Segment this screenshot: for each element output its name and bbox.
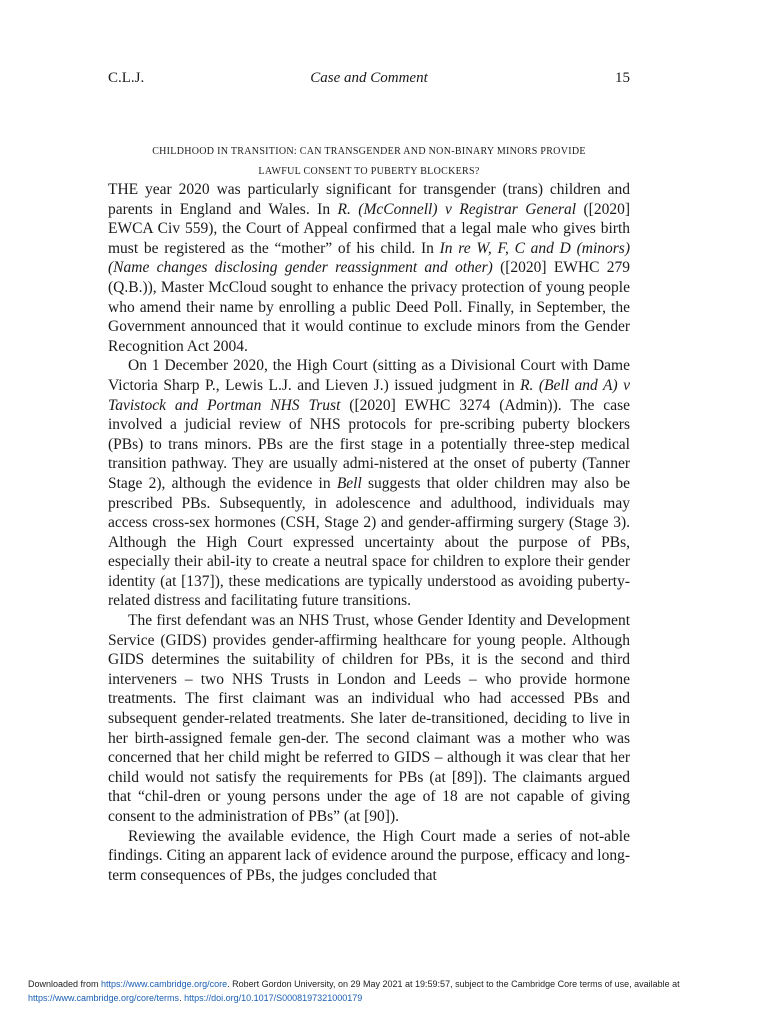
article-title-line-1: CHILDHOOD IN TRANSITION: CAN TRANSGENDER AND NON-BINARY MINORS PROVIDE (152, 146, 586, 157)
text-run: suggests that older children may also be prescribed PBs. Subsequently, in adolescence and adulthood, individuals may access cross-sex hormones (CSH, Stage 2) and gender-affirming surgery (Stage 3). Although the High Court expressed uncertainty about the purpose of PBs, especially their abil-ity to create a neutral space for children to explore their gender identity (at [137]), these medications are typically understood as avoiding puberty-related distress and facilitating future transitions. (108, 474, 630, 610)
article-title-line-2: LAWFUL CONSENT TO PUBERTY BLOCKERS? (258, 166, 480, 177)
cambridge-core-link[interactable]: https://www.cambridge.org/core (101, 979, 228, 989)
footer-text: . (179, 993, 185, 1003)
case-name: R. (McConnell) v Registrar General (337, 200, 577, 218)
paragraph-2 (108, 356, 630, 611)
case-name: R. (Bell and A) v Tavistock and Portman NHS Trust (108, 376, 630, 414)
text-run: ([2020] EWCA Civ 559), the Court of Appeal confirmed that a legal male who gives birth must be registered as the “mother” of his child. In (108, 200, 630, 257)
terms-link[interactable]: https://www.cambridge.org/core/terms (28, 993, 180, 1003)
footer-text: Downloaded from (28, 979, 102, 989)
article-title (108, 142, 630, 182)
text-run: On 1 December 2020, the High Court (sitting as a Divisional Court with Dame Victoria Sharp P., Lewis L.J. and Lieven J.) issued judgment in (108, 357, 630, 394)
text-run: The first defendant was an NHS Trust, whose Gender Identity and Development Service (GIDS) provides gender-affirming healthcare for young people. Although GIDS determines the suitability of children for PBs, it is the second and third interveners – two NHS Trusts in London and Leeds – who provide hormone treatments. The first claimant was an individual who had accessed PBs and subsequent gender-related treatments. She later de-transitioned, deciding to live in her birth-assigned female gen-der. The second claimant was a mother who was concerned that her child might be referred to GIDS – although it was clear that her child would not satisfy the requirements for PBs (at [89]). The claimants argued that “chil-dren or young persons under the age of 18 are not capable of giving consent to the administration of PBs” (at [90]). (108, 612, 630, 825)
paragraph-4 (108, 827, 630, 886)
text-run: ([2020] EWHC 3274 (Admin)). The case involved a judicial review of NHS protocols for pre-scribing puberty blockers (PBs) to trans minors. PBs are the first stage in a potentially three-step medical transition pathway. They are usually admi-nistered at the onset of puberty (Tanner Stage 2), although the evidence in (108, 396, 630, 492)
journal-abbreviation: C.L.J. (108, 70, 145, 86)
article-body (108, 180, 630, 885)
paragraph-1 (108, 180, 630, 356)
section-title: Case and Comment (310, 70, 428, 86)
text-run: THE year 2020 was particularly significant for transgender (trans) children and parents in England and Wales. In (108, 181, 630, 218)
download-footer (28, 977, 748, 1005)
paragraph-3 (108, 611, 630, 827)
doi-link[interactable]: https://doi.org/10.1017/S0008197321000179 (184, 993, 363, 1003)
case-name: In re W, F, C and D (minors)(Name changes disclosing gender reassignment and other) (108, 239, 630, 277)
running-head (108, 70, 630, 92)
text-run: Reviewing the available evidence, the High Court made a series of not-able findings. Citing an apparent lack of evidence around the purpose, efficacy and long-term consequences of PBs, the judges concluded that (108, 827, 630, 884)
case-name: Bell (336, 474, 362, 492)
page-number: 15 (615, 70, 630, 86)
text-run: ([2020] EWHC 279 (Q.B.)), Master McCloud sought to enhance the privacy protection of young people who amend their name by enrolling a public Deed Poll. Finally, in September, the Government announced that it would continue to exclude minors from the Gender Recognition Act 2004. (108, 259, 630, 355)
footer-text: . Robert Gordon University, on 29 May 2021 at 19:59:57, subject to the Cambridge Core terms of use, available at (227, 979, 680, 989)
